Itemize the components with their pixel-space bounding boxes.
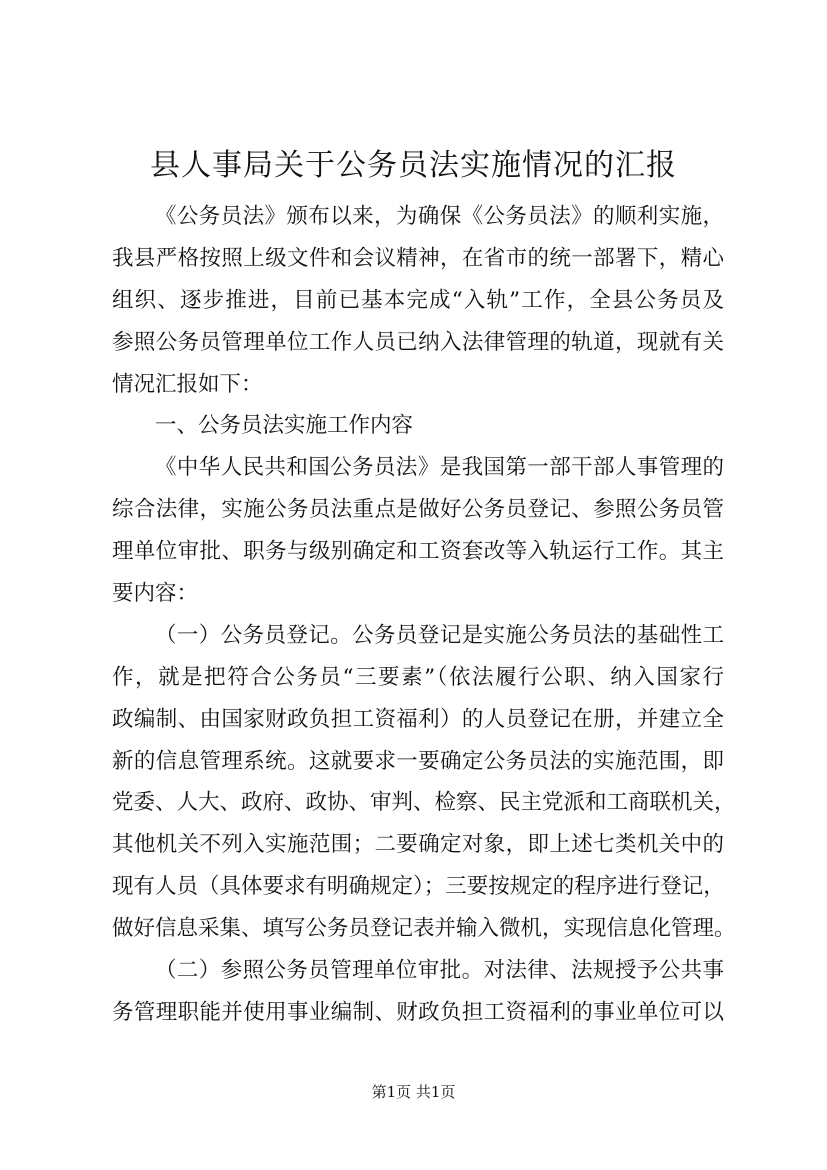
text-line: 务管理职能并使用事业编制、财政负担工资福利的事业单位可以 (112, 999, 724, 1025)
text-line: 综合法律，实施公务员法重点是做好公务员登记、参照公务员管 (112, 497, 724, 523)
text-line: 我县严格按照上级文件和会议精神，在省市的统一部署下，精心 (112, 245, 724, 271)
text-line: 理单位审批、职务与级别确定和工资套改等入轨运行工作。其主 (112, 539, 724, 565)
text-line: 作，就是把符合公务员“三要素”（依法履行公职、纳入国家行 (112, 664, 724, 690)
document-title: 县人事局关于公务员法实施情况的汇报 (150, 148, 677, 183)
text-line: 政编制、由国家财政负担工资福利）的人员登记在册，并建立全 (112, 706, 724, 732)
text-line: （一）公务员登记。公务员登记是实施公务员法的基础性工 (155, 622, 724, 648)
section-heading: 一、公务员法实施工作内容 (155, 413, 414, 439)
text-line: 情况汇报如下： (112, 371, 263, 397)
text-line: 《中华人民共和国公务员法》是我国第一部干部人事管理的 (155, 455, 724, 481)
text-line: 新的信息管理系统。这就要求一要确定公务员法的实施范围，即 (112, 748, 724, 774)
text-line: 其他机关不列入实施范围；二要确定对象，即上述七类机关中的 (112, 832, 724, 858)
text-line: 党委、人大、政府、政协、审判、检察、民主党派和工商联机关， (112, 790, 736, 816)
text-line: 现有人员（具体要求有明确规定）；三要按规定的程序进行登记， (112, 874, 725, 900)
page-footer: 第1页 共1页 (371, 1083, 456, 1101)
text-line: 参照公务员管理单位工作人员已纳入法律管理的轨道，现就有关 (112, 329, 724, 355)
text-line: 做好信息采集、填写公务员登记表并输入微机，实现信息化管理。 (112, 916, 736, 942)
text-line: 组织、逐步推进，目前已基本完成“入轨”工作，全县公务员及 (112, 287, 724, 313)
text-line: （二）参照公务员管理单位审批。对法律、法规授予公共事 (155, 958, 724, 984)
text-line: 要内容： (112, 581, 199, 607)
document-body (112, 196, 736, 1034)
text-line: 《公务员法》颁布以来，为确保《公务员法》的顺利实施， (155, 204, 724, 229)
